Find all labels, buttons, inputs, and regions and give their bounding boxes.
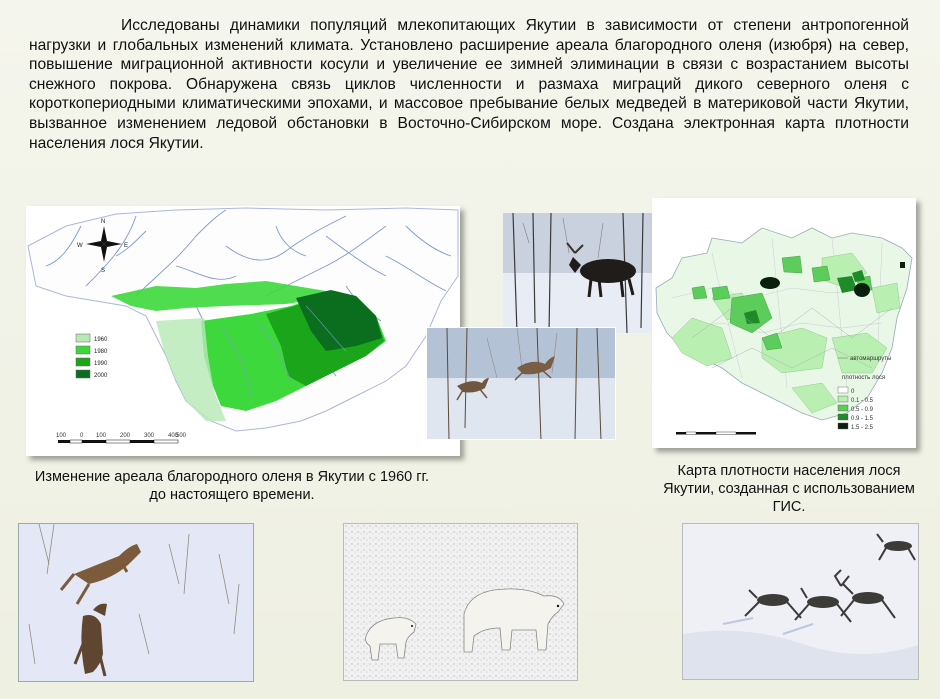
svg-text:1980: 1980: [94, 349, 108, 355]
svg-text:1990: 1990: [94, 361, 108, 367]
polar-bears-photo: [343, 523, 578, 681]
svg-text:100: 100: [96, 433, 107, 439]
svg-text:S: S: [101, 268, 106, 274]
scale-bar: [56, 433, 187, 443]
svg-text:E: E: [124, 243, 129, 249]
map1-legend: [76, 334, 108, 379]
svg-text:0.5 - 0.9: 0.5 - 0.9: [851, 407, 874, 413]
leaping-deer-photo: [18, 523, 254, 682]
map2-caption: Карта плотности населения лося Якутии, созданная с использованием ГИС.: [663, 463, 915, 515]
svg-text:0: 0: [80, 433, 84, 439]
intro-paragraph: Исследованы динамики популяций млекопитающих Якутии в зависимости от степени антропогенной нагрузки и глобальных изменений климата. Установлено расширение ареала благородного оленя (изюбря) на север, повышение миграционной активности косули и увеличение ее зимней элиминации в связи с возрастанием высоты снежного покрова. Обнаружена связь циклов численности и размаха миграций дикого северного оленя с короткопериодными климатическими эпохами, и массовое пребывание белых медведей в материковой части Якутии, вызванное изменением ледовой обстановки в Восточно-Сибирском море. Создана электронная карта плотности населения лося Якутии.: [29, 17, 909, 152]
svg-text:2000: 2000: [94, 373, 108, 379]
svg-text:300: 300: [144, 433, 155, 439]
map2-scale-bar: [676, 432, 756, 435]
svg-text:0.9 - 1.5: 0.9 - 1.5: [851, 416, 874, 422]
svg-text:400: 400: [168, 433, 179, 439]
svg-text:200: 200: [120, 433, 131, 439]
svg-text:1960: 1960: [94, 337, 108, 343]
roe-deer-photo: [426, 327, 616, 440]
svg-text:100: 100: [56, 433, 67, 439]
svg-text:1.5 - 2.5: 1.5 - 2.5: [851, 425, 874, 431]
red-deer-range-map: [26, 206, 460, 456]
svg-text:W: W: [77, 243, 83, 249]
map1-caption: Изменение ареала благородного оленя в Якутии с 1960 гг. до настоящего времени.: [34, 469, 430, 503]
svg-text:0: 0: [851, 389, 855, 395]
svg-text:плотность лося: плотность лося: [842, 375, 886, 381]
svg-text:автомаршруты: автомаршруты: [850, 356, 892, 362]
svg-text:0.1 - 0.5: 0.1 - 0.5: [851, 398, 874, 404]
svg-text:N: N: [101, 219, 106, 225]
svg-text:500: 500: [176, 433, 187, 439]
reindeer-photo: [682, 523, 919, 680]
moose-density-map: [652, 198, 916, 448]
